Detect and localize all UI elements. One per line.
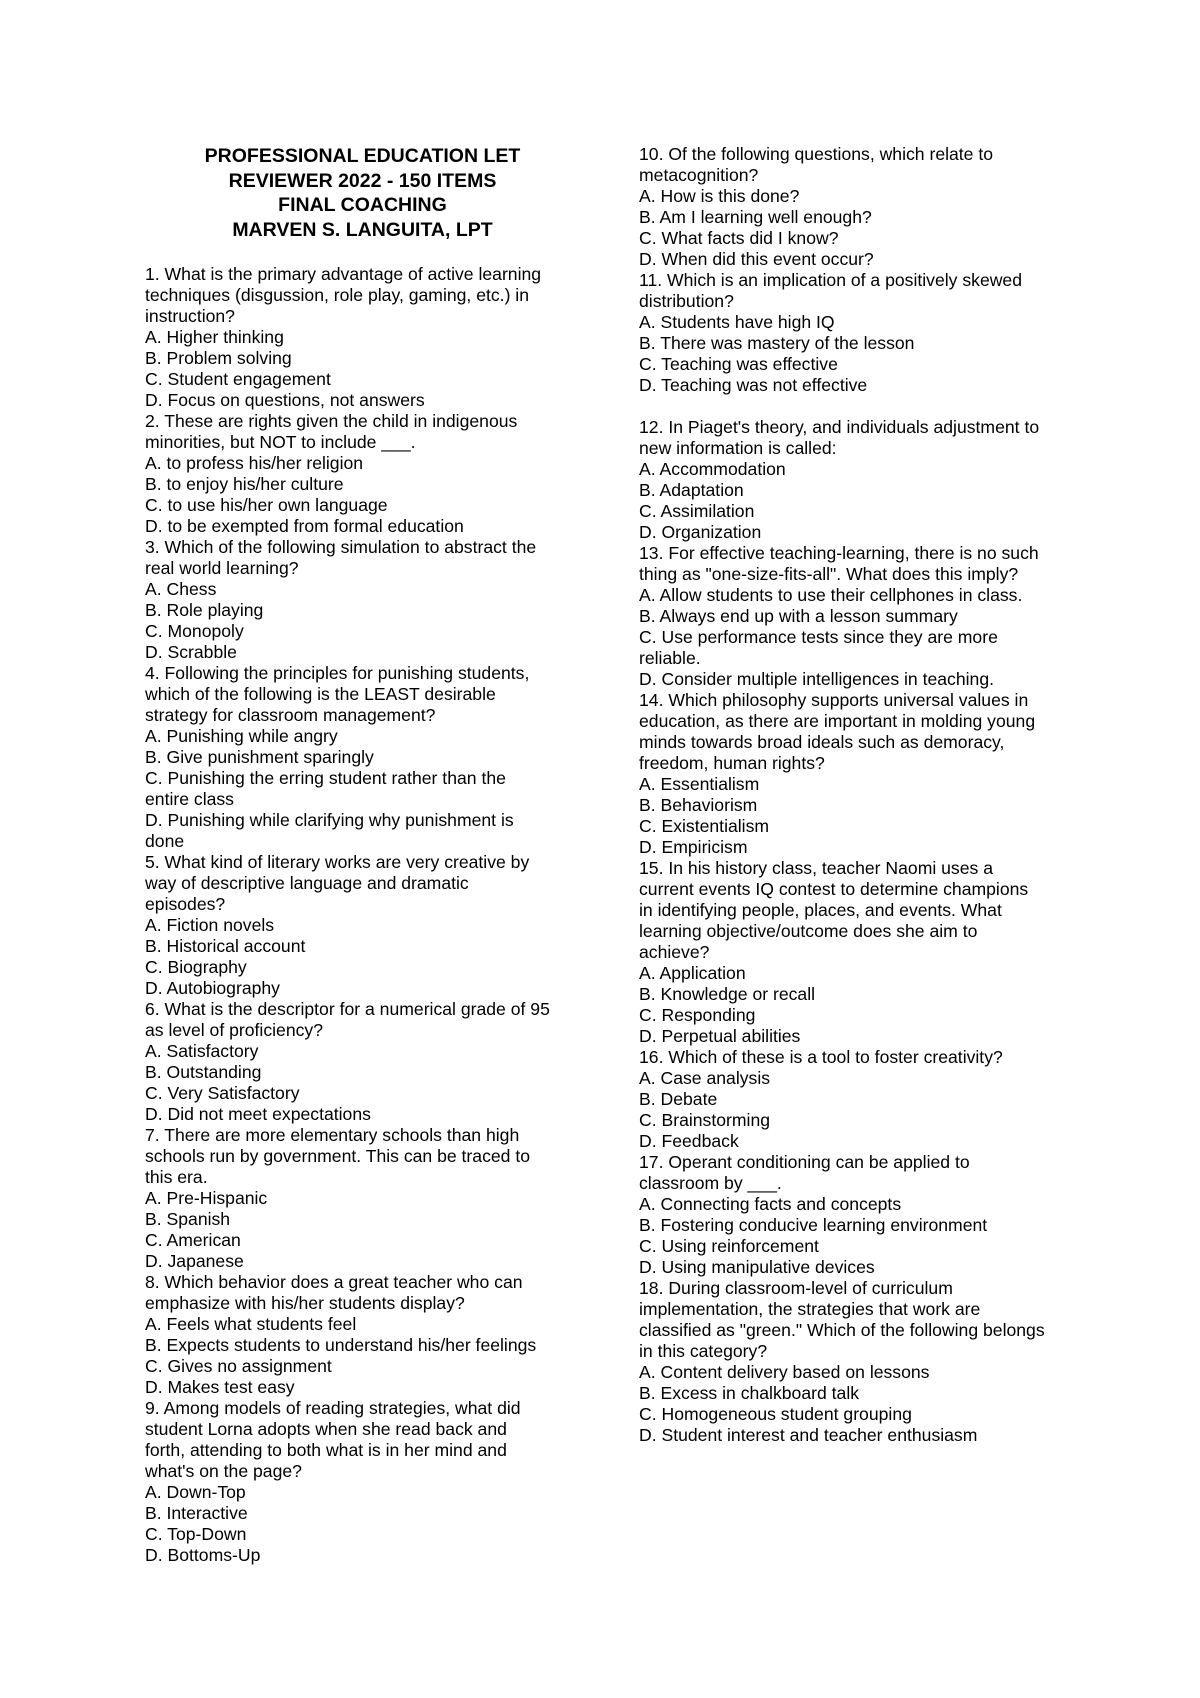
answer-choice: A. Students have high IQ (639, 312, 835, 332)
question-item (145, 1272, 580, 1398)
answer-choice: B. Role playing (145, 600, 264, 620)
question-item (145, 1398, 580, 1566)
answer-choice: A. Feels what students feel (145, 1314, 357, 1334)
question-stem-line: 15. In his history class, teacher Naomi uses a (639, 858, 993, 878)
answer-choice: C. Very Satisfactory (145, 1083, 300, 1103)
answer-choice: D. Autobiography (145, 978, 280, 998)
question-stem-line: way of descriptive language and dramatic (145, 873, 469, 893)
question-stem-line: this era. (145, 1167, 208, 1187)
question-stem-line: 14. Which philosophy supports universal values in (639, 690, 1029, 710)
question-stem-line: 2. These are rights given the child in indigenous (145, 411, 518, 431)
answer-choice: A. Accommodation (639, 459, 786, 479)
answer-choice: C. Teaching was effective (639, 354, 838, 374)
answer-choice: C. Assimilation (639, 501, 755, 521)
question-stem-line: 10. Of the following questions, which relate to (639, 144, 994, 164)
answer-choice: B. Problem solving (145, 348, 292, 368)
question-stem-line: thing as "one-size-fits-all". What does this imply? (639, 564, 1019, 584)
answer-choice: D. Makes test easy (145, 1377, 295, 1397)
question-item (145, 411, 580, 537)
question-stem-line: current events IQ contest to determine champions (639, 879, 1029, 899)
question-item (145, 264, 580, 411)
answer-choice: A. Content delivery based on lessons (639, 1362, 930, 1382)
answer-choice: C. Gives no assignment (145, 1356, 332, 1376)
question-stem-line: distribution? (639, 291, 734, 311)
answer-choice: B. Debate (639, 1089, 718, 1109)
question-stem-line: 3. Which of the following simulation to abstract the (145, 537, 537, 557)
answer-choice: C. Responding (639, 1005, 756, 1025)
answer-choice: A. How is this done? (639, 186, 800, 206)
answer-choice: D. to be exempted from formal education (145, 516, 464, 536)
question-stem-line: emphasize with his/her students display? (145, 1293, 465, 1313)
answer-choice: B. Behaviorism (639, 795, 758, 815)
answer-choice: C. Homogeneous student grouping (639, 1404, 912, 1424)
answer-choice: B. Adaptation (639, 480, 744, 500)
question-stem-line: forth, attending to both what is in her mind and (145, 1440, 507, 1460)
answer-choice: D. When did this event occur? (639, 249, 874, 269)
answer-choice: B. Excess in chalkboard talk (639, 1383, 860, 1403)
question-stem-line: minds towards broad ideals such as demoracy, (639, 732, 1005, 752)
question-stem-line: 16. Which of these is a tool to foster creativity? (639, 1047, 1003, 1067)
title-line: PROFESSIONAL EDUCATION LET (204, 145, 521, 167)
title-line: REVIEWER 2022 - 150 ITEMS (228, 169, 497, 192)
answer-choice: C. Student engagement (145, 369, 331, 389)
answer-choice: D. Feedback (639, 1131, 739, 1151)
answer-choice: A. Allow students to use their cellphones in class. (639, 585, 1023, 605)
answer-choice: C. American (145, 1230, 241, 1250)
answer-choice: A. Case analysis (639, 1068, 771, 1088)
question-stem-line: 1. What is the primary advantage of active learning (145, 264, 542, 284)
question-stem-line: techniques (disgussion, role play, gaming, etc.) in (145, 285, 530, 305)
answer-choice: C. What facts did I know? (639, 228, 839, 248)
question-stem-line: freedom, human rights? (639, 753, 825, 773)
answer-choice: B. Knowledge or recall (639, 984, 816, 1004)
answer-choice: C. to use his/her own language (145, 495, 388, 515)
blank-line (639, 396, 1069, 417)
question-item (639, 1278, 1069, 1446)
answer-choice: A. Higher thinking (145, 327, 284, 347)
answer-choice: B. There was mastery of the lesson (639, 333, 915, 353)
question-item (639, 1152, 1069, 1278)
question-stem-line: instruction? (145, 306, 235, 326)
question-stem-line: which of the following is the LEAST desirable (145, 684, 496, 704)
question-item (639, 417, 1069, 543)
question-stem-line: 9. Among models of reading strategies, what did (145, 1398, 521, 1418)
answer-choice: A. Application (639, 963, 746, 983)
answer-choice: C. Use performance tests since they are more (639, 627, 998, 647)
answer-choice: B. Fostering conducive learning environment (639, 1215, 988, 1235)
question-stem-line: 4. Following the principles for punishing students, (145, 663, 530, 683)
answer-choice: A. Pre-Hispanic (145, 1188, 268, 1208)
blank-line (145, 243, 580, 264)
answer-choice: B. Always end up with a lesson summary (639, 606, 958, 626)
answer-choice: B. Give punishment sparingly (145, 747, 374, 767)
answer-choice: D. Using manipulative devices (639, 1257, 875, 1277)
question-stem-line: 7. There are more elementary schools than high (145, 1125, 520, 1145)
question-stem-line: 18. During classroom-level of curriculum (639, 1278, 953, 1298)
question-stem-line: achieve? (639, 942, 710, 962)
answer-choice: reliable. (639, 648, 701, 668)
question-stem-line: schools run by government. This can be traced to (145, 1146, 530, 1166)
answer-choice: C. Biography (145, 957, 247, 977)
question-item (639, 690, 1069, 858)
answer-choice: C. Using reinforcement (639, 1236, 819, 1256)
title-line: MARVEN S. LANGUITA, LPT (232, 218, 493, 241)
answer-choice: D. Punishing while clarifying why punishment is (145, 810, 514, 830)
question-stem-line: in identifying people, places, and events. What (639, 900, 1002, 920)
question-stem-line: minorities, but NOT to include ___. (145, 432, 416, 452)
question-item (145, 852, 580, 999)
question-stem-line: implementation, the strategies that work are (639, 1299, 981, 1319)
answer-choice: C. Top-Down (145, 1524, 247, 1544)
title-line: FINAL COACHING (278, 194, 447, 216)
answer-choice: B. Am I learning well enough? (639, 207, 872, 227)
answer-choice: done (145, 831, 185, 851)
answer-choice: B. Historical account (145, 936, 306, 956)
answer-choice: C. Punishing the erring student rather than the (145, 768, 506, 788)
answer-choice: D. Consider multiple intelligences in teaching. (639, 669, 994, 689)
question-stem-line: 8. Which behavior does a great teacher who can (145, 1272, 523, 1292)
answer-choice: D. Did not meet expectations (145, 1104, 371, 1124)
question-stem-line: 11. Which is an implication of a positively skewed (639, 270, 1022, 290)
question-stem-line: new information is called: (639, 438, 837, 458)
answer-choice: C. Brainstorming (639, 1110, 771, 1130)
question-stem-line: as level of proficiency? (145, 1020, 323, 1040)
question-stem-line: education, as there are important in molding young (639, 711, 1036, 731)
right-questions (639, 144, 1069, 1446)
question-stem-line: learning objective/outcome does she aim to (639, 921, 978, 941)
question-stem-line: classified as "green." Which of the following belongs (639, 1320, 1045, 1340)
answer-choice: B. Spanish (145, 1209, 231, 1229)
question-stem-line: 13. For effective teaching-learning, there is no such (639, 543, 1039, 563)
answer-choice: D. Focus on questions, not answers (145, 390, 425, 410)
left-column (145, 144, 580, 1566)
answer-choice: A. Down-Top (145, 1482, 246, 1502)
answer-choice: B. Interactive (145, 1503, 248, 1523)
answer-choice: D. Japanese (145, 1251, 244, 1271)
answer-choice: D. Teaching was not effective (639, 375, 868, 395)
answer-choice: A. Chess (145, 579, 217, 599)
answer-choice: D. Scrabble (145, 642, 237, 662)
question-stem-line: 12. In Piaget's theory, and individuals adjustment to (639, 417, 1040, 437)
answer-choice: D. Student interest and teacher enthusiasm (639, 1425, 978, 1445)
answer-choice: D. Empiricism (639, 837, 748, 857)
answer-choice: entire class (145, 789, 234, 809)
answer-choice: D. Bottoms-Up (145, 1545, 261, 1565)
left-questions (145, 243, 580, 1566)
question-stem-line: 6. What is the descriptor for a numerical grade of 95 (145, 999, 550, 1019)
question-item (639, 858, 1069, 1047)
answer-choice: D. Perpetual abilities (639, 1026, 801, 1046)
answer-choice: B. Expects students to understand his/her feelings (145, 1335, 537, 1355)
answer-choice: A. Connecting facts and concepts (639, 1194, 902, 1214)
question-stem-line: strategy for classroom management? (145, 705, 436, 725)
question-stem-line: metacognition? (639, 165, 759, 185)
answer-choice: A. Fiction novels (145, 915, 275, 935)
document-title (145, 144, 580, 242)
answer-choice: D. Organization (639, 522, 762, 542)
question-stem-line: real world learning? (145, 558, 299, 578)
question-item (145, 999, 580, 1125)
question-item (145, 537, 580, 663)
question-item (145, 1125, 580, 1272)
question-item (145, 663, 580, 852)
answer-choice: A. Essentialism (639, 774, 760, 794)
question-stem-line: classroom by ___. (639, 1173, 782, 1193)
answer-choice: A. to profess his/her religion (145, 453, 364, 473)
answer-choice: A. Satisfactory (145, 1041, 259, 1061)
answer-choice: B. to enjoy his/her culture (145, 474, 344, 494)
right-column (639, 144, 1069, 1446)
question-stem-line: in this category? (639, 1341, 768, 1361)
answer-choice: A. Punishing while angry (145, 726, 338, 746)
question-stem-line: 17. Operant conditioning can be applied to (639, 1152, 970, 1172)
question-stem-line: what's on the page? (145, 1461, 302, 1481)
answer-choice: C. Monopoly (145, 621, 244, 641)
question-item (639, 144, 1069, 270)
answer-choice: C. Existentialism (639, 816, 770, 836)
question-stem-line: episodes? (145, 894, 226, 914)
question-item (639, 543, 1069, 690)
question-stem-line: 5. What kind of literary works are very creative by (145, 852, 530, 872)
question-item (639, 270, 1069, 396)
answer-choice: B. Outstanding (145, 1062, 262, 1082)
question-stem-line: student Lorna adopts when she read back and (145, 1419, 507, 1439)
question-item (639, 1047, 1069, 1152)
